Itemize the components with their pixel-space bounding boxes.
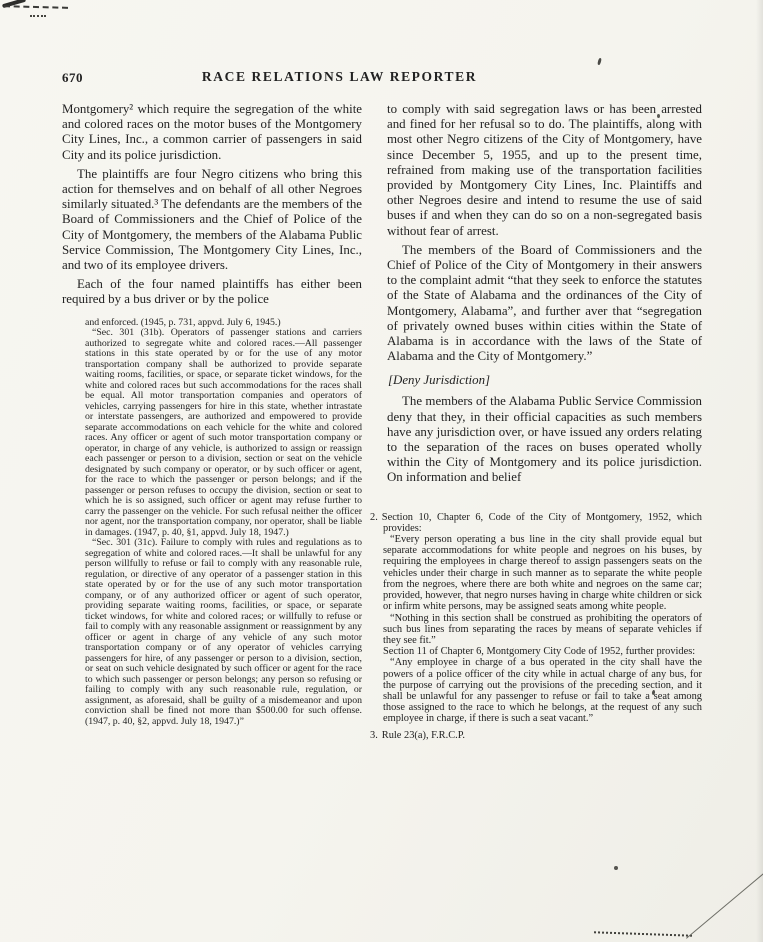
body-paragraph: Montgomery² which require the segregation of the white and colored races on the motor buses of the Montgomery City Lines, Inc., a common carrier of passengers in said City and its police jurisdiction. xyxy=(62,102,362,162)
footnote-text: Section 10, Chapter 6, Code of the City of Montgomery, 1952, which provides: xyxy=(381,511,702,534)
scan-artifact-bottom-dotted-edge xyxy=(594,931,692,936)
journal-title: RACE RELATIONS LAW REPORTER xyxy=(201,69,478,84)
footnote-paragraph: “Sec. 301 (31b). Operators of passenger stations and carriers authorized to segregate white and colored races.—All passenger stations in this state operated by or for the use of any motor transportation company shall be authorized to provide separate waiting rooms, facilities, or space, or separate ticket windows, for the white and colored races but such accommodations for the races shall be equal. All motor transportation companies and operators of vehicles, carrying passengers for hire in this state, whether intrastate or interstate passengers, are authorized and empowered to provide separate accommodations on each vehicle for the white and colored races. Any officer or agent of such motor transportation company or operator, in charge of any vehicle, is authorized to assign or reassign each passenger or person to a division, section or seat on the vehicle designated by such company or operator, or by such officer or agent, for the race to which the passenger or person belongs; and if the passenger or person refuses to occupy the division, section or seat to which he is so assigned, such officer or agent may refuse further to carry the passenger on the vehicle. For such refusal neither the officer nor agent, nor the transportation company, nor operator, shall be liable in damages. (1947, p. 40, §1, appvd. July 18, 1947.) xyxy=(85,327,362,538)
left-footnote-block xyxy=(62,318,362,728)
footnote-3 xyxy=(370,730,702,741)
footnote-2 xyxy=(370,512,702,725)
footnote-paragraph: “Any employee in charge of a bus operated in the city shall have the powers of a police officer of the city while in actual charge of any bus, for the purpose of carrying out the provisions of the preceding section, and it shall be unlawful for any passenger to refuse or fail to take a seat among those assigned to the race to which he belongs, at the request of any such employee in charge, if there is such a seat vacant.” xyxy=(383,657,702,725)
body-paragraph: The members of the Alabama Public Service Commission deny that they, in their official capacities as such members have any jurisdiction over, or have issued any orders relating to the separation of the races on buses operated wholly within the City of Montgomery and its police jurisdiction. On information and belief xyxy=(387,394,702,485)
footnote-number: 2. xyxy=(370,511,378,523)
footnote-paragraph: “Every person operating a bus line in the city shall provide equal but separate accommodations for white people and negroes on his buses, by requiring the employees in charge thereof to assign passengers seats on the vehicles under their charge in such manner as to separate the white people from the negroes, where there are both white and negroes on the same car; provided, however, that negro nurses having in charge white children or sick or infirm white persons, may be assigned seats among white people. xyxy=(383,534,702,613)
body-paragraph: The plaintiffs are four Negro citizens who bring this action for themselves and on behalf of all other Negroes similarly situated.³ The defendants are the members of the Board of Commissioners and the Chief of Police of the City of Montgomery, the members of the Alabama Public Service Commission, The Montgomery City Lines, Inc., and two of its employee drivers. xyxy=(62,166,362,273)
two-column-body xyxy=(62,102,702,741)
footnote-paragraph xyxy=(370,511,702,534)
footnote-paragraph: Section 11 of Chapter 6, Montgomery City Code of 1952, further provides: xyxy=(383,646,696,658)
body-paragraph: The members of the Board of Commissioners and the Chief of Police of the City of Montgomery in their answers to the complaint admit “that they seek to enforce the statutes of the State of Alabama and the ordinances of the City of Montgomery, Alabama”, and further aver that “segregation of privately owned buses within cities within the State of Alabama is in accordance with the laws of the State of Alabama and the City of Montgomery.” xyxy=(387,242,702,364)
scan-artifact-top-left-dashes xyxy=(4,5,68,9)
page-header xyxy=(62,69,702,87)
body-paragraph: to comply with said segregation laws or has been arrested and fined for her refusal so to do. The plaintiffs, along with most other Negro citizens of the City of Montgomery, have since December 5, 1955, and up to the present time, refrained from making use of the transportation facilities provided by Montgomery City Lines, Inc. Plaintiffs and other Negroes desire and intend to resume the use of said buses if and when they can do so on a non-segregated basis without fear of arrest. xyxy=(387,102,702,238)
right-footnote-block xyxy=(370,512,702,741)
scan-artifact-top-left-dots xyxy=(30,15,46,17)
page-number: 670 xyxy=(62,70,83,85)
footnote-paragraph: and enforced. (1945, p. 731, appvd. July 6, 1945.) xyxy=(85,316,281,328)
footnote-text: Rule 23(a), F.R.C.P. xyxy=(381,729,465,741)
scan-artifact-page-corner-line xyxy=(686,870,763,939)
scan-artifact-right-edge-shade xyxy=(756,0,763,942)
right-column xyxy=(370,102,702,741)
footnote-number: 3. xyxy=(370,729,378,741)
scan-artifact-speck xyxy=(614,866,618,870)
footnote-paragraph: “Nothing in this section shall be construed as prohibiting the operators of such bus lines from separating the races by means of separate vehicles if they see fit.” xyxy=(383,612,702,646)
body-paragraph: Each of the four named plaintiffs has either been required by a bus driver or by the police xyxy=(62,277,362,307)
left-column xyxy=(62,102,362,741)
footnote-paragraph: “Sec. 301 (31c). Failure to comply with rules and regulations as to segregation of white and colored races.—It shall be unlawful for any person willfully to refuse or fail to comply with any reasonable rule, regulation, or directive of any operator of a passenger station in this state operated by or for the use of any such motor transportation company, or of any authorized officer or agent of such operator, providing separate waiting rooms, facilities, or space, or separate ticket windows, for white and colored races; or willfully to refuse or fail to comply with any reasonable assignment or reassignment by any officer or agent in charge of any vehicle of any such motor transportation company or of any operator of vehicles carrying passengers for hire, of any passenger or person to a division, section, or seat on such vehicle designated by such officer or agent for the race to which such passenger or person belongs; any person so refusing or failing to comply with any such reasonable rule, regulation, or assignment, as aforesaid, shall be guilty of a misdemeanor and upon conviction shall be fined not more than $500.00 for such offense. (1947, p. 40, §2, appvd. July 18, 1947.)” xyxy=(85,537,362,727)
section-heading-deny-jurisdiction: [Deny Jurisdiction] xyxy=(388,373,491,388)
scan-artifact-speck xyxy=(597,58,602,66)
footnote-paragraph xyxy=(370,729,702,741)
